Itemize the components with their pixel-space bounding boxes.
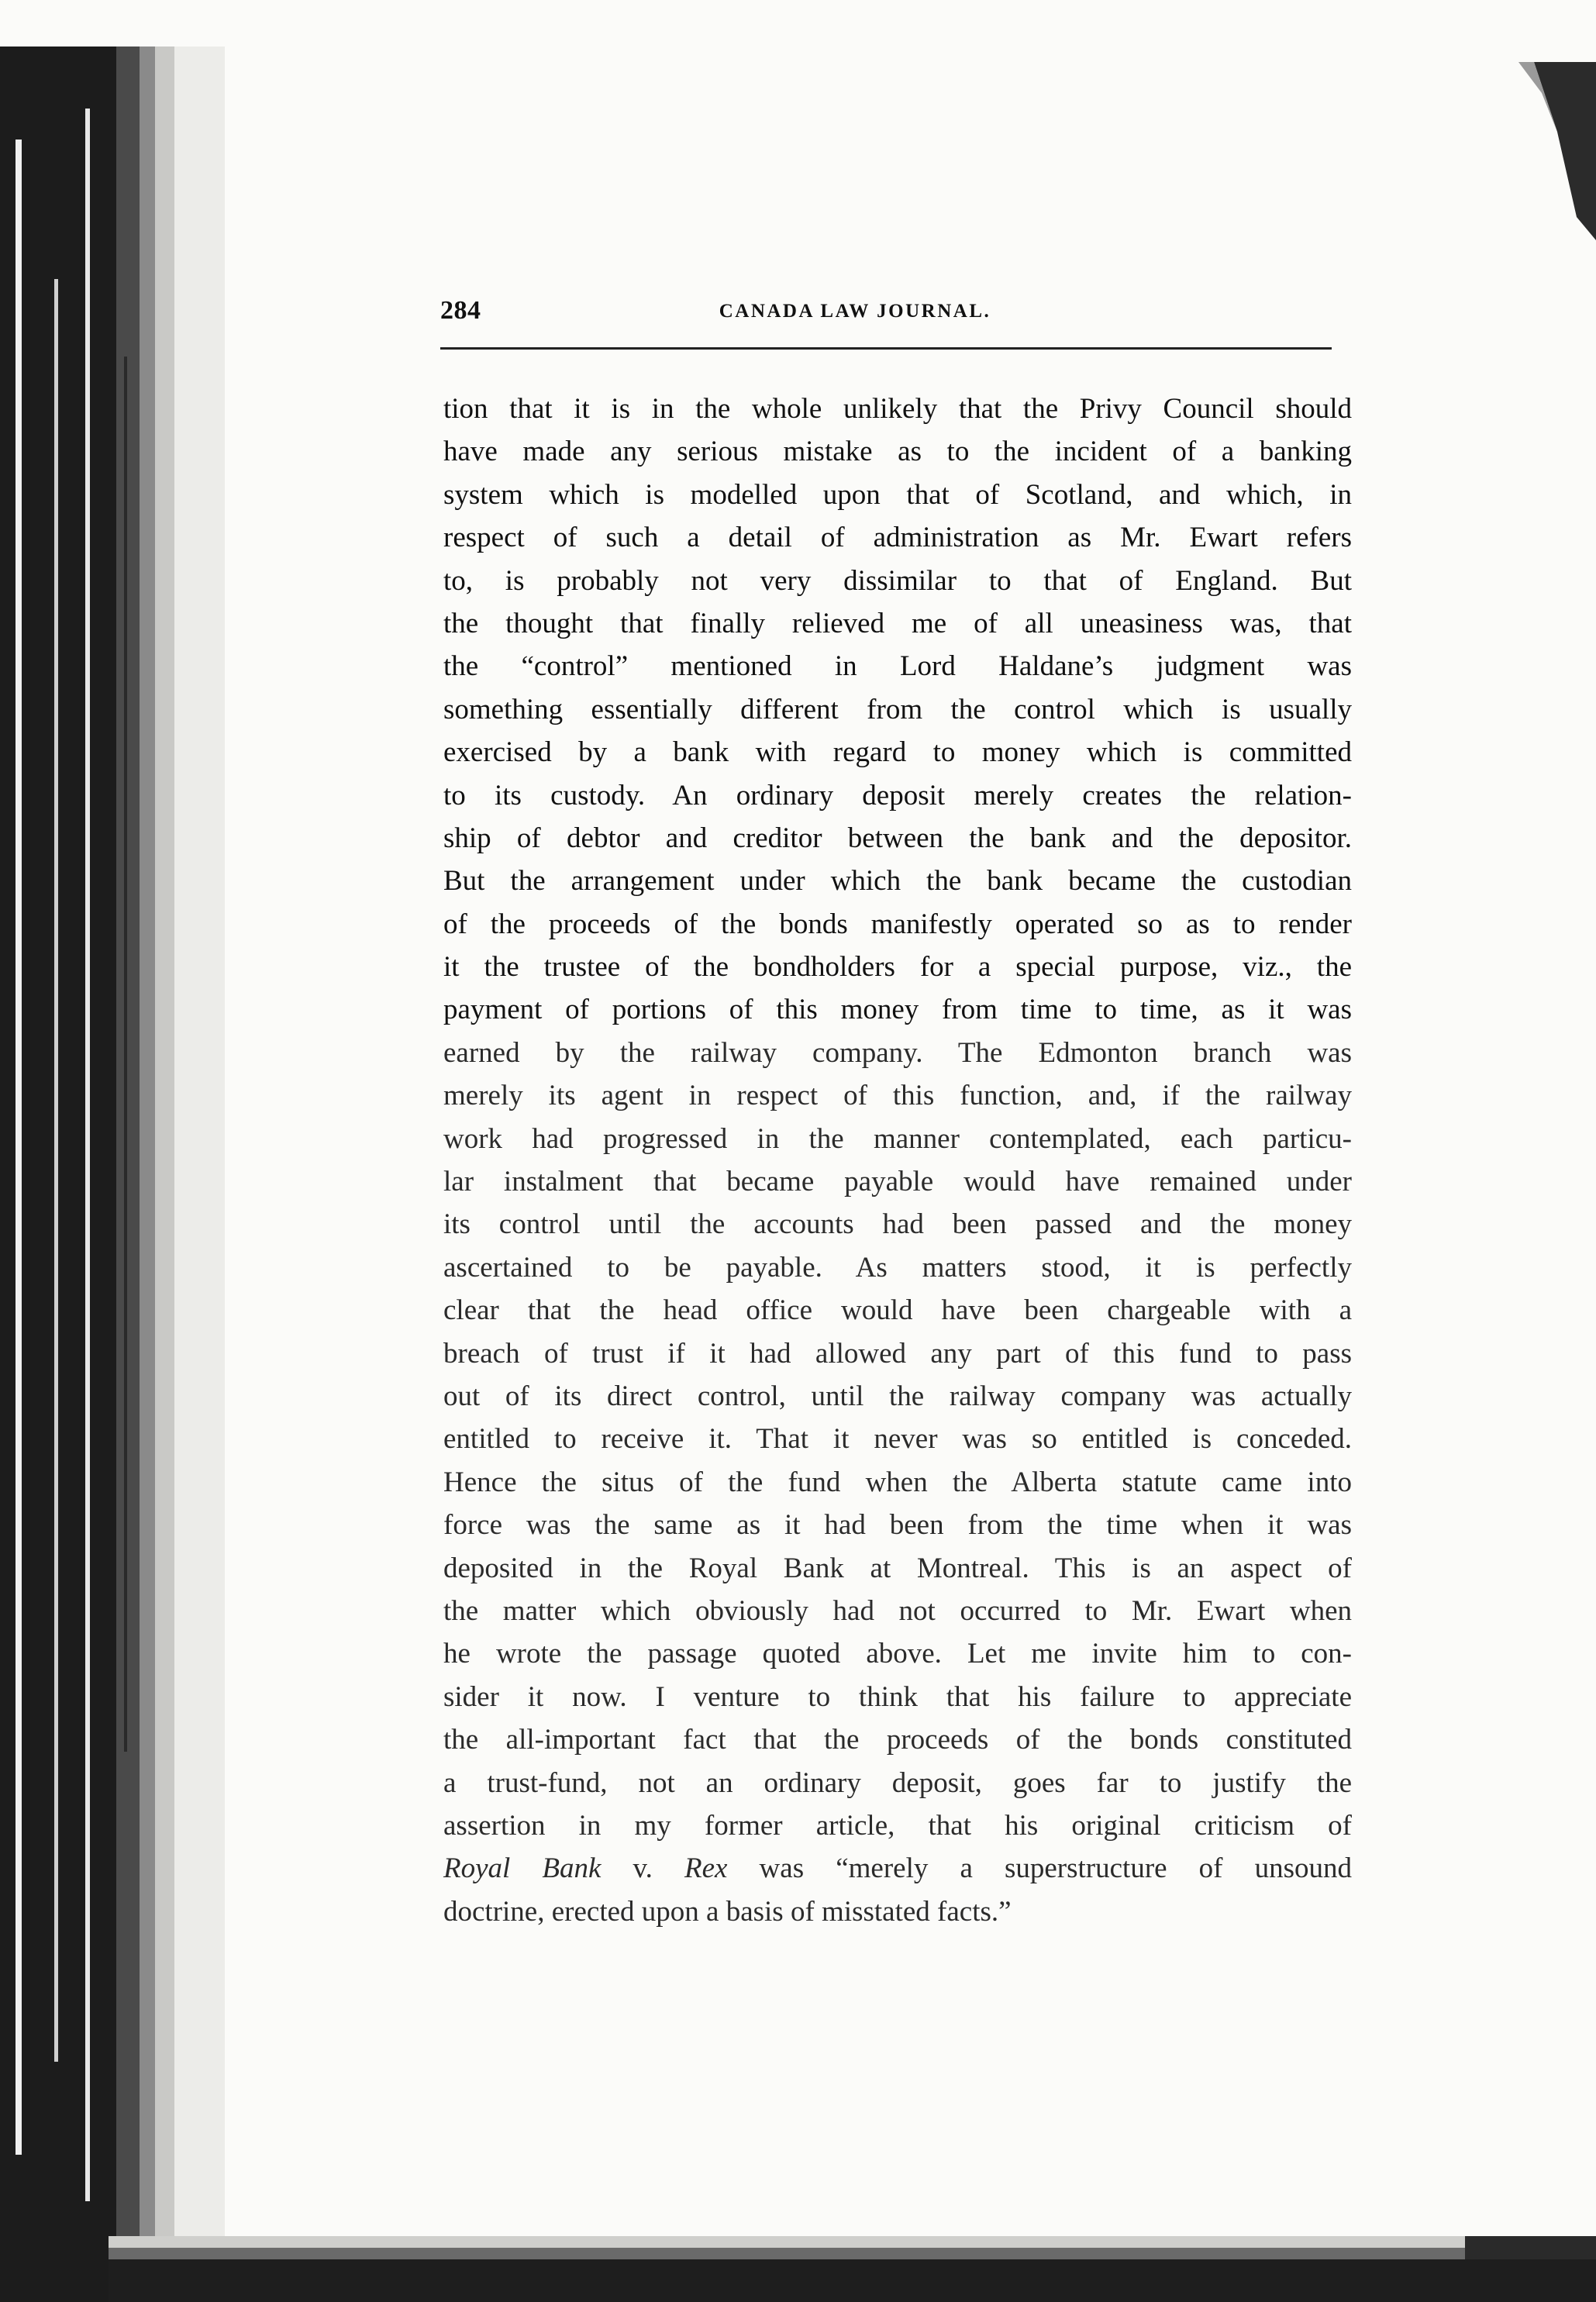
case-name-italic: Royal Bank xyxy=(443,1852,602,1885)
text-line: breach of trust if it had allowed any part of this fund to pass xyxy=(443,1337,1352,1370)
article-text xyxy=(443,388,1352,1933)
text-line: But the arrangement under which the bank became the custodian xyxy=(443,865,1352,898)
binding-edge-shadow xyxy=(0,47,225,2302)
corner-shadow xyxy=(1503,62,1596,240)
text-line: clear that the head office would have been chargeable with a xyxy=(443,1294,1352,1327)
text-line-case-citation xyxy=(443,1847,1352,1890)
text-line: ascertained to be payable. As matters stood, it is perfectly xyxy=(443,1251,1352,1284)
text-line: merely its agent in respect of this function, and, if the railway xyxy=(443,1080,1352,1112)
text-line: the all-important fact that the proceeds of the bonds constituted xyxy=(443,1724,1352,1756)
header-rule xyxy=(440,347,1332,350)
case-party-italic: Rex xyxy=(684,1852,728,1885)
page-number: 284 xyxy=(440,296,481,325)
text-line: to its custody. An ordinary deposit merely creates the relation- xyxy=(443,779,1352,812)
text-line: have made any serious mistake as to the incident of a banking xyxy=(443,436,1352,468)
journal-title: CANADA LAW JOURNAL. xyxy=(719,301,991,322)
text-line: respect of such a detail of administration as Mr. Ewart refers xyxy=(443,522,1352,554)
text-line-final: doctrine, erected upon a basis of misstated facts.” xyxy=(443,1895,1012,1928)
text-line: lar instalment that became payable would have remained under xyxy=(443,1166,1352,1198)
text-line: sider it now. I venture to think that his failure to appreciate xyxy=(443,1680,1352,1713)
text-line: it the trustee of the bondholders for a special purpose, viz., the xyxy=(443,951,1352,984)
text-line: earned by the railway company. The Edmonton branch was xyxy=(443,1036,1352,1069)
text-line: payment of portions of this money from time to time, as it was xyxy=(443,994,1352,1026)
text-line: force was the same as it had been from the time when it was xyxy=(443,1509,1352,1542)
text-line: the thought that finally relieved me of all uneasiness was, that xyxy=(443,607,1352,639)
text-line: out of its direct control, until the railway company was actually xyxy=(443,1380,1352,1412)
text-line: something essentially different from the control which is usually xyxy=(443,693,1352,725)
text-line: ship of debtor and creditor between the bank and the depositor. xyxy=(443,822,1352,854)
bottom-edge-shadow xyxy=(109,2236,1596,2302)
text-line: exercised by a bank with regard to money which is committed xyxy=(443,736,1352,769)
text-line: work had progressed in the manner contemplated, each particu- xyxy=(443,1122,1352,1155)
text-line: entitled to receive it. That it never was so entitled is conceded. xyxy=(443,1423,1352,1456)
text-line: deposited in the Royal Bank at Montreal. This is an aspect of xyxy=(443,1552,1352,1584)
text-line: of the proceeds of the bonds manifestly operated so as to render xyxy=(443,908,1352,940)
text-line: to, is probably not very dissimilar to that of England. But xyxy=(443,564,1352,597)
case-versus: v. xyxy=(601,1852,684,1885)
text-line: a trust-fund, not an ordinary deposit, goes far to justify the xyxy=(443,1766,1352,1799)
text-line: assertion in my former article, that his original criticism of xyxy=(443,1809,1352,1842)
citation-remainder: was “merely a superstructure of unsound xyxy=(727,1852,1352,1885)
text-line: the matter which obviously had not occurred to Mr. Ewart when xyxy=(443,1594,1352,1627)
text-line: Hence the situs of the fund when the Alberta statute came into xyxy=(443,1466,1352,1498)
text-line: he wrote the passage quoted above. Let me invite him to con- xyxy=(443,1638,1352,1670)
text-line: system which is modelled upon that of Scotland, and which, in xyxy=(443,478,1352,511)
running-head xyxy=(440,296,1332,332)
text-line: its control until the accounts had been passed and the money xyxy=(443,1208,1352,1241)
text-line: tion that it is in the whole unlikely that the Privy Council should xyxy=(443,393,1352,425)
text-line: the “control” mentioned in Lord Haldane’s judgment was xyxy=(443,650,1352,683)
